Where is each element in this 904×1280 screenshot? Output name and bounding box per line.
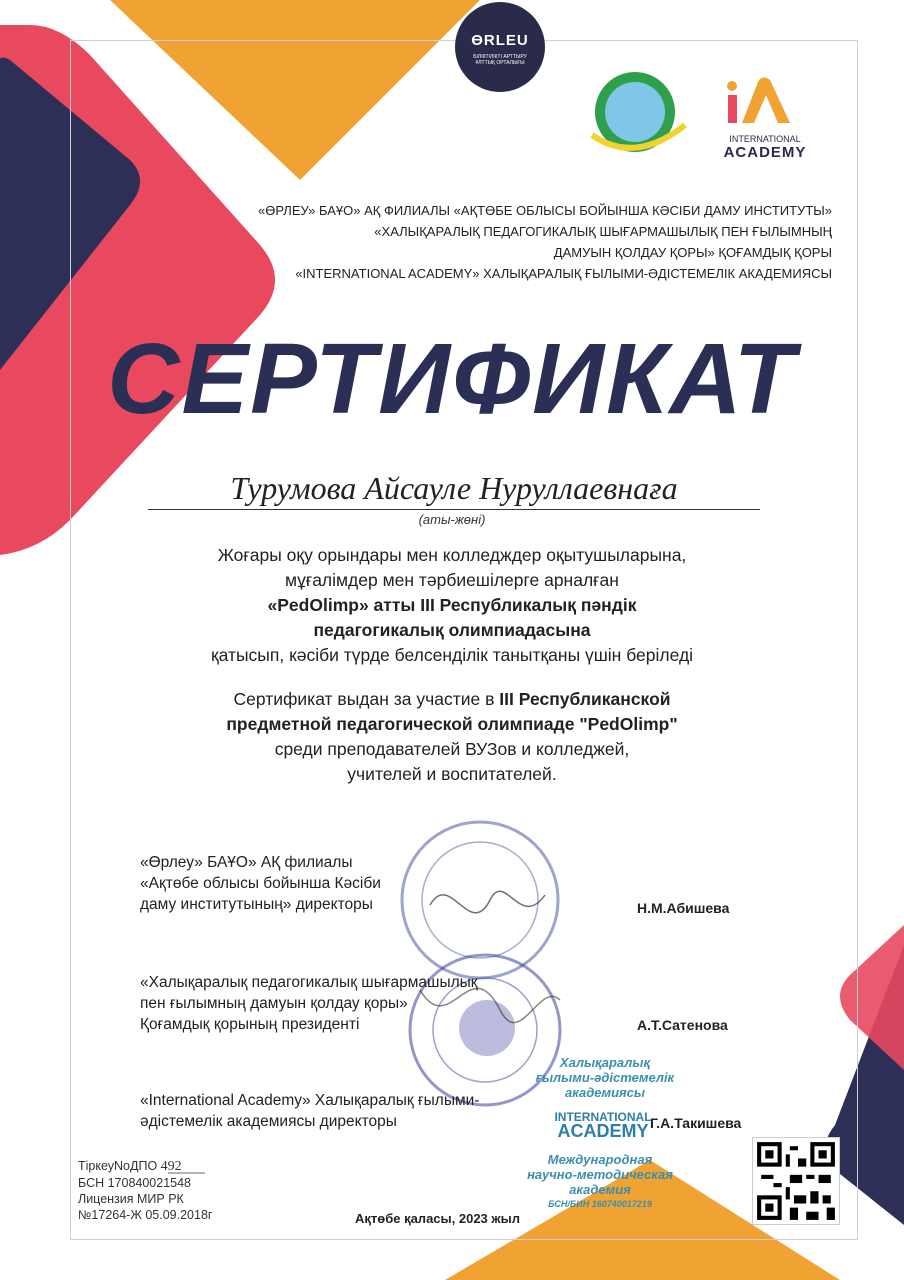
registration-info	[78, 1158, 212, 1223]
signatory-3	[140, 1090, 479, 1132]
recipient-name: Турумова Айсауле Нуруллаевнаға	[148, 470, 760, 510]
org-line-3: ДАМУЫН ҚОЛДАУ ҚОРЫ» ҚОҒАМДЫҚ ҚОРЫ	[553, 245, 832, 260]
signatory-2-line-3: Қоғамдық қорының президенті	[140, 1016, 360, 1033]
stamp-kz-line-1: Халықаралық	[559, 1055, 651, 1070]
signatory-2-name: А.Т.Сатенова	[637, 1017, 728, 1033]
kz-line-4: педагогикалық олимпиадасына	[313, 620, 591, 640]
ru-line-4: учителей и воспитателей.	[347, 764, 557, 784]
stamp-logo-line-2: ACADEMY	[557, 1121, 649, 1141]
signatory-2-line-1: «Халықаралық педагогикалық шығармашылық	[140, 974, 478, 991]
signatory-3-line-1: «International Academy» Халықаралық ғылыми-	[140, 1092, 480, 1109]
org-line-1: «ӨРЛЕУ» БАҰО» АҚ ФИЛИАЛЫ «АҚТӨБЕ ОБЛЫСЫ БОЙЫНША КӘСІБИ ДАМУ ИНСТИТУТЫ»	[258, 203, 832, 218]
kz-line-1: Жоғары оқу орындары мен колледждер оқытушыларына,	[217, 545, 687, 565]
stamp-kz-line-2: ғылыми-әдістемелік	[535, 1070, 675, 1085]
stamp-ru-line-2: научно-методическая	[527, 1167, 673, 1182]
reg-line-4: №17264-Ж 05.09.2018г	[78, 1208, 213, 1222]
signatory-1-line-1: «Өрлеу» БАҰО» АҚ филиалы	[140, 854, 353, 871]
ru-line-2: предметной педагогической олимпиаде "PedOlimp"	[226, 714, 678, 734]
signatory-2	[140, 972, 478, 1035]
kz-line-2: мұғалімдер мен тәрбиешілерге арналған	[285, 570, 619, 590]
signatory-1-line-2: «Ақтөбе облысы бойынша Кәсіби	[140, 875, 381, 892]
stamp-ru-line-1: Международная	[547, 1152, 653, 1167]
organizations-header	[258, 200, 832, 284]
certificate-title: СЕРТИФИКАТ	[107, 323, 797, 435]
ru-line-3: среди преподавателей ВУЗов и колледжей,	[274, 739, 630, 759]
kz-line-3: «PedOlimp» атты III Республикалық пәндік	[267, 595, 637, 615]
orleu-logo-subtitle: БІЛІКТІЛІКТІ АРТТЫРУ ҰЛТТЫҚ ОРТАЛЫҒЫ	[473, 54, 527, 66]
reg-line-1: ТіркеуNoДПО 492	[78, 1159, 182, 1174]
signatory-2-line-2: пен ғылымның дамуын қолдау қоры»	[140, 995, 408, 1012]
academy-stamp-ru	[510, 1152, 690, 1212]
ru-line-1: Сертификат выдан за участие в III Республиканской	[233, 689, 671, 709]
reg-line-2: БСН 170840021548	[78, 1176, 192, 1190]
kazakh-text	[0, 543, 904, 668]
kz-line-5: қатысып, кәсіби түрде белсенділік танытқаны үшін беріледі	[210, 645, 694, 665]
org-line-2: «ХАЛЫҚАРАЛЫҚ ПЕДАГОГИКАЛЫҚ ШЫҒАРМАШЫЛЫҚ ПЕН ҒЫЛЫМНЫҢ	[374, 224, 832, 239]
academy-stamp-logo	[548, 1110, 658, 1141]
stamp-logo-line-1: INTERNATIONAL	[554, 1110, 652, 1124]
signatory-1-line-3: даму институтының» директоры	[140, 896, 373, 913]
stamp-kz-line-3: академиясы	[564, 1085, 646, 1100]
org-line-4: «INTERNATIONAL ACADEMY» ХАЛЫҚАРАЛЫҚ ҒЫЛЫМИ-ӘДІСТЕМЕЛІК АКАДЕМИЯСЫ	[295, 266, 832, 281]
reg-number: 492	[160, 1159, 182, 1174]
orleu-logo-name: ӨRLEU	[471, 32, 529, 49]
ia-logo-text	[720, 134, 810, 161]
orleu-logo	[455, 2, 545, 92]
signatory-3-name: Г.А.Такишева	[650, 1115, 742, 1131]
reg-line-3: Лицензия МИР РК	[78, 1192, 184, 1206]
ia-logo-label: INTERNATIONAL	[729, 134, 801, 144]
city-year: Ақтөбе қаласы, 2023 жыл	[355, 1211, 520, 1226]
recipient-hint: (аты-жөні)	[418, 512, 486, 527]
qr-code[interactable]	[752, 1137, 840, 1225]
signatory-1	[140, 852, 381, 915]
russian-text	[0, 687, 904, 787]
signatory-1-name: Н.М.Абишева	[637, 900, 730, 916]
ia-logo-big: ACADEMY	[723, 144, 807, 161]
signatory-3-line-2: әдістемелік академиясы директоры	[140, 1113, 397, 1130]
stamp-ru-line-3: академия	[569, 1182, 631, 1197]
stamp-bin: БСН/БИН 160740017219	[548, 1199, 652, 1209]
academy-stamp-kz	[525, 1055, 685, 1100]
